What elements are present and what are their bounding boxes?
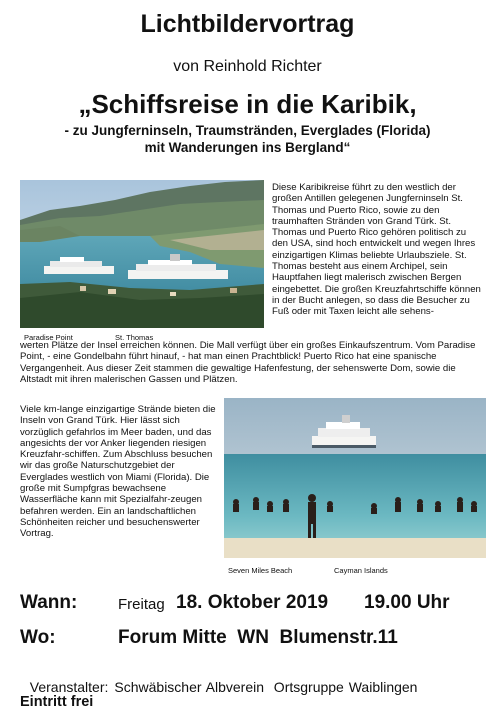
author-byline: von Reinhold Richter bbox=[173, 58, 322, 75]
event-date: 18. Oktober 2019 bbox=[176, 592, 329, 613]
photo2-caption-left: Seven Miles Beach bbox=[228, 566, 293, 575]
event-time: 19.00 Uhr bbox=[364, 592, 450, 613]
photo1-caption-left: Paradise Point bbox=[24, 333, 73, 342]
body-paragraph: werten Plätze der Insel erreichen können. Die Mall verfügt über ein großes Einkaufszentrum. Vom Paradise Point, - eine Gondelbahn führt hinauf, - hat man einen Prachtblick! Puerto Rico hat eine spanische Vergangenheit. Aus dieser Zeit stammen die gewaltige Hafenfestung, der sehenswerte Dom, sowie die Altstadt mit ihren malerischen Gassen und Plätzen. bbox=[20, 340, 476, 385]
talk-subtitle-line2: mit Wanderungen ins Bergland“ bbox=[144, 140, 351, 155]
photo2-caption-right: Cayman Islands bbox=[334, 566, 388, 575]
harbour-photo bbox=[20, 180, 264, 328]
organizer-label: Veranstalter: bbox=[29, 679, 109, 695]
intro-paragraph: Diese Karibikreise führt zu den westlich der großen Antillen gelegenen Jungferninseln St. Thomas und Puerto Rico, sowie zu den traumhaften Stränden von Grand Türk. St. Thomas und Puerto Rico gehören politisch zu den USA, sind hoch entwickelt und wegen Ihres einzigartigen Klimas beliebte Urlaubsziele. St. Thomas besteht aus einem Archipel, sein Hauptfahen liegt malerisch zwischen Bergen eingebettet. Die großen Kreuzfahrtschiffe können in der Bucht anlegen, so dass die Besucher zu Fuß oder mit Taxen leicht alle sehens- bbox=[272, 182, 481, 318]
photo1-caption-right: St. Thomas bbox=[115, 333, 154, 342]
admission-note: Eintritt frei bbox=[20, 694, 94, 710]
closing-paragraph: Viele km-lange einzigartige Strände bieten die Inseln von Grand Türk. Hier lässt sich vorzüglich gefahrlos im Meer baden, und das angesichts der vor Anker liegenden riesigen Kreuzfahr-schiffen. Zum Abschluss besuchen wir das große Naturschutzgebiet der Everglades westlich von Miami (Florida). Die große mit Sumpfgras bewachsene Wasserfläche kann mit Spezialfahr-zeugen befahren werden. Ein an landschaftlichen Schönheiten reicher und besuchenswerter Vortrag. bbox=[20, 404, 216, 540]
talk-subtitle bbox=[0, 122, 495, 156]
page-title: Lichtbildervortrag bbox=[140, 10, 355, 38]
talk-subtitle-line1: - zu Jungferninseln, Traumstränden, Everglades (Florida) bbox=[64, 123, 431, 138]
event-location: Forum Mitte WN Blumenstr.11 bbox=[118, 627, 398, 648]
talk-title: „Schiffsreise in die Karibik, bbox=[78, 89, 417, 119]
organizer-line bbox=[20, 663, 417, 695]
where-label: Wo: bbox=[20, 627, 56, 648]
beach-photo bbox=[224, 398, 486, 558]
organizer-name: Schwäbischer Albverein Ortsgruppe Waiblingen bbox=[114, 679, 418, 695]
event-day: Freitag bbox=[118, 596, 165, 613]
when-label: Wann: bbox=[20, 592, 78, 613]
